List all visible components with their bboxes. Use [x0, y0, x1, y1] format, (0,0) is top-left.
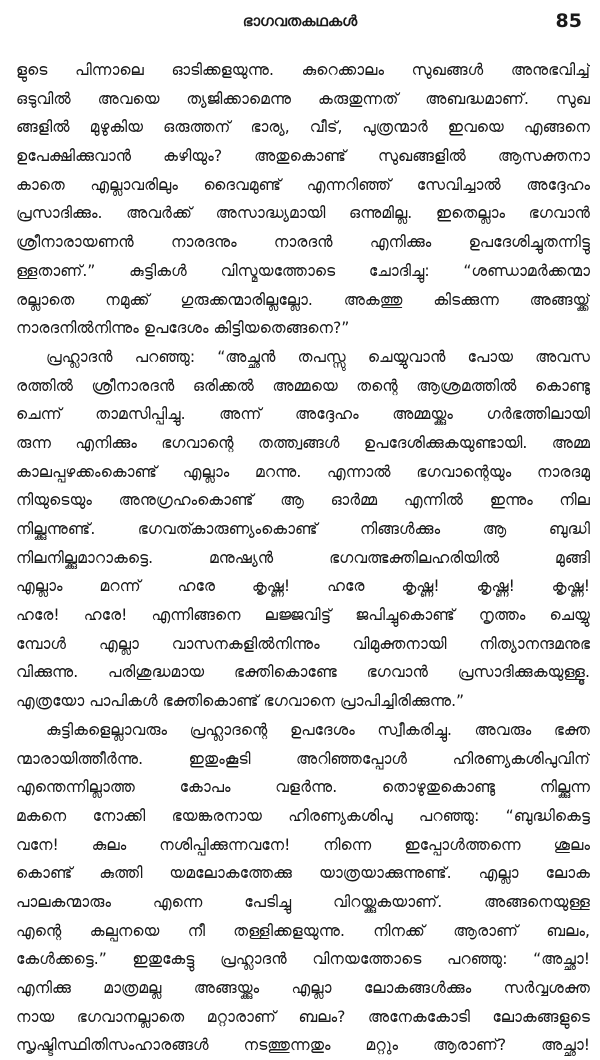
text-line: രുന്ന എനിക്കും ഭഗവാന്റെ തത്ത്വങ്ങൾ ഉപദേശിക്കുകയുണ്ടായി. അമ്മ: [16, 433, 590, 452]
text-line: നില്ക്കുന്നുണ്ട്. ഭഗവത്കാരുണ്യംകൊണ്ട് നിങ്ങൾക്കും ആ ബുദ്ധി: [16, 520, 590, 538]
text-line: രല്ലാതെ നമുക്ക് ഗുരുക്കന്മാരില്ലല്ലോ. അകത്തു കിടക്കുന്ന അങ്ങയ്ക്ക്: [16, 290, 590, 309]
text-line: ള്ളതാണ്.” കുട്ടികൾ വിസ്മയത്തോടെ ചോദിച്ചു: “ശണ്ഡാമർക്കന്മാ: [16, 261, 590, 280]
text-line: പ്രസാദിക്കും. അവർക്ക് അസാദ്ധ്യമായി ഒന്നുമില്ല. ഇതെല്ലാം ഭഗവാൻ: [16, 204, 590, 223]
text-line: ശ്രീനാരായണൻ നാരദനും നാരദൻ എനിക്കും ഉപദേശിച്ചുതന്നിട്ടു: [16, 233, 590, 252]
text-line: പ്രഹ്ലാദൻ പറഞ്ഞു: “അച്ഛൻ തപസ്സു ചെയ്യുവാൻ പോയ അവസ: [46, 347, 590, 366]
text-line: കൊണ്ട് കുത്തി യമലോകത്തേക്കു യാത്രയാക്കുന്നുണ്ട്. എല്ലാ ലോക: [16, 864, 590, 883]
text-line: എന്റെ കല്പനയെ നീ തള്ളിക്കളയുന്നു. നിനക്ക് ആരാണ് ബലം,: [16, 921, 590, 940]
text-line: എനിക്കു മാത്രമല്ല അങ്ങയ്ക്കും എല്ലാ ലോകങ്ങൾക്കും സർവ്വശക്ത: [16, 979, 590, 997]
running-header-title: ഭാഗവതകഥകൾ: [242, 12, 358, 30]
text-line: വനേ! കുലം നശിപ്പിക്കുന്നവനേ! നിന്നെ ഇപ്പോൾത്തന്നെ ശൂലം: [16, 835, 590, 854]
text-line: രത്തിൽ ശ്രീനാരദൻ ഒരിക്കൽ അമ്മയെ തന്റെ ആശ്രമത്തിൽ കൊണ്ടു: [16, 376, 590, 395]
paragraph: [16, 343, 590, 716]
text-line: ഉപേക്ഷിക്കുവാൻ കഴിയും? അതുകൊണ്ട് സുഖങ്ങളിൽ ആസക്തനാ: [16, 147, 590, 166]
text-line: നായ ഭഗവാനല്ലാതെ മറ്റാരാണ് ബലം? അനേകകോടി ലോകങ്ങളുടെ: [16, 1007, 590, 1026]
text-line: പാലകന്മാരും എന്നെ പേടിച്ചു വിറയ്ക്കുകയാണ്. അങ്ങനെയുള്ള: [16, 892, 590, 911]
text-line: ഹരേ! ഹരേ! എന്നിങ്ങനെ ലജ്ജവിട്ട് ജപിച്ചുകൊണ്ട് നൃത്തം ചെയ്യു: [16, 606, 590, 625]
paragraph: [16, 56, 590, 343]
text-line: എന്തെന്നില്ലാത്ത കോപം വളർന്നു. തൊഴുതുകൊണ്ടു നില്ക്കുന്ന: [16, 778, 590, 797]
paragraph: [16, 716, 590, 1060]
text-line: എത്രയോ പാപികൾ ഭക്തികൊണ്ട് ഭഗവാനെ പ്രാപിച്ചിരിക്കുന്നു.”: [16, 692, 465, 711]
text-line: ങ്ങളിൽ മുഴുകിയ ഒരുത്തന് ഭാര്യ, വീട്, പുത്രന്മാർ ഇവയെ എങ്ങനെ: [16, 118, 590, 137]
page-number: 85: [555, 10, 582, 32]
text-line: മ്പോൾ എല്ലാ വാസനകളിൽനിന്നും വിമുക്തനായി നിത്യാനന്ദമനുഭ: [16, 634, 590, 653]
text-line: കേൾക്കട്ടെ.” ഇതുകേട്ടു പ്രഹ്ലാദൻ വിനയത്തോടെ പറഞ്ഞു: “അച്ഛാ!: [16, 950, 590, 969]
text-line: നാരദനിൽനിന്നും ഉപദേശം കിട്ടിയതെങ്ങനെ?”: [16, 319, 350, 338]
text-line: ചെന്ന് താമസിപ്പിച്ചു. അന്ന് അദ്ദേഹം അമ്മയ്ക്കും ഗർഭത്തിലായി: [16, 405, 590, 424]
text-line: നിയുടെയും അനുഗ്രഹംകൊണ്ട് ആ ഓർമ്മ എന്നിൽ ഇന്നും നില: [16, 491, 590, 510]
text-line: ഒടുവിൽ അവയെ ത്യജിക്കാമെന്നു കരുതുന്നത് അബദ്ധമാണ്. സുഖ: [16, 89, 590, 108]
text-line: ളുടെ പിന്നാലെ ഓടിക്കളയുന്നു. കുറെക്കാലം സുഖങ്ങൾ അനുഭവിച്ച്: [16, 61, 590, 79]
text-line: വിക്കുന്നു. പരിശുദ്ധമായ ഭക്തികൊണ്ടേ ഭഗവാൻ പ്രസാദിക്കുകയുള്ളൂ.: [16, 663, 590, 682]
text-line: ന്മാരായിത്തീർന്നു. ഇതുംകൂടി അറിഞ്ഞപ്പോൾ ഹിരണ്യകശിപുവിന്: [16, 749, 590, 768]
text-line: കാലപ്പഴക്കംകൊണ്ട് എല്ലാം മറന്നു. എന്നാൽ ഭഗവാന്റെയും നാരദമു: [16, 462, 590, 481]
text-line: കാതെ എല്ലാവരിലും ദൈവമുണ്ട് എന്നറിഞ്ഞ് സേവിച്ചാൽ അദ്ദേഹം: [16, 175, 590, 194]
text-line: എല്ലാം മറന്ന് ഹരേ കൃഷ്ണ! ഹരേ കൃഷ്ണ! കൃഷ്ണ! കൃഷ്ണ!: [16, 577, 590, 596]
text-line: കുട്ടികളെല്ലാവരും പ്രഹ്ലാദന്റെ ഉപദേശം സ്വീകരിച്ചു. അവരും ഭക്ത: [46, 720, 590, 739]
text-line: മകനെ നോക്കി ഭയങ്കരനായ ഹിരണ്യകശിപു പറഞ്ഞു: “ബുദ്ധികെട്ട: [16, 806, 590, 825]
text-line: സൃഷ്ടിസ്ഥിതിസംഹാരങ്ങൾ നടത്തുന്നതും മറ്റും ആരാണ്? അച്ഛാ!: [16, 1036, 590, 1055]
text-line: നിലനില്ക്കുമാറാകട്ടെ. മനുഷ്യൻ ഭഗവത്ഭക്തിലഹരിയിൽ മുങ്ങി: [16, 548, 590, 567]
body-text: [16, 56, 590, 1060]
